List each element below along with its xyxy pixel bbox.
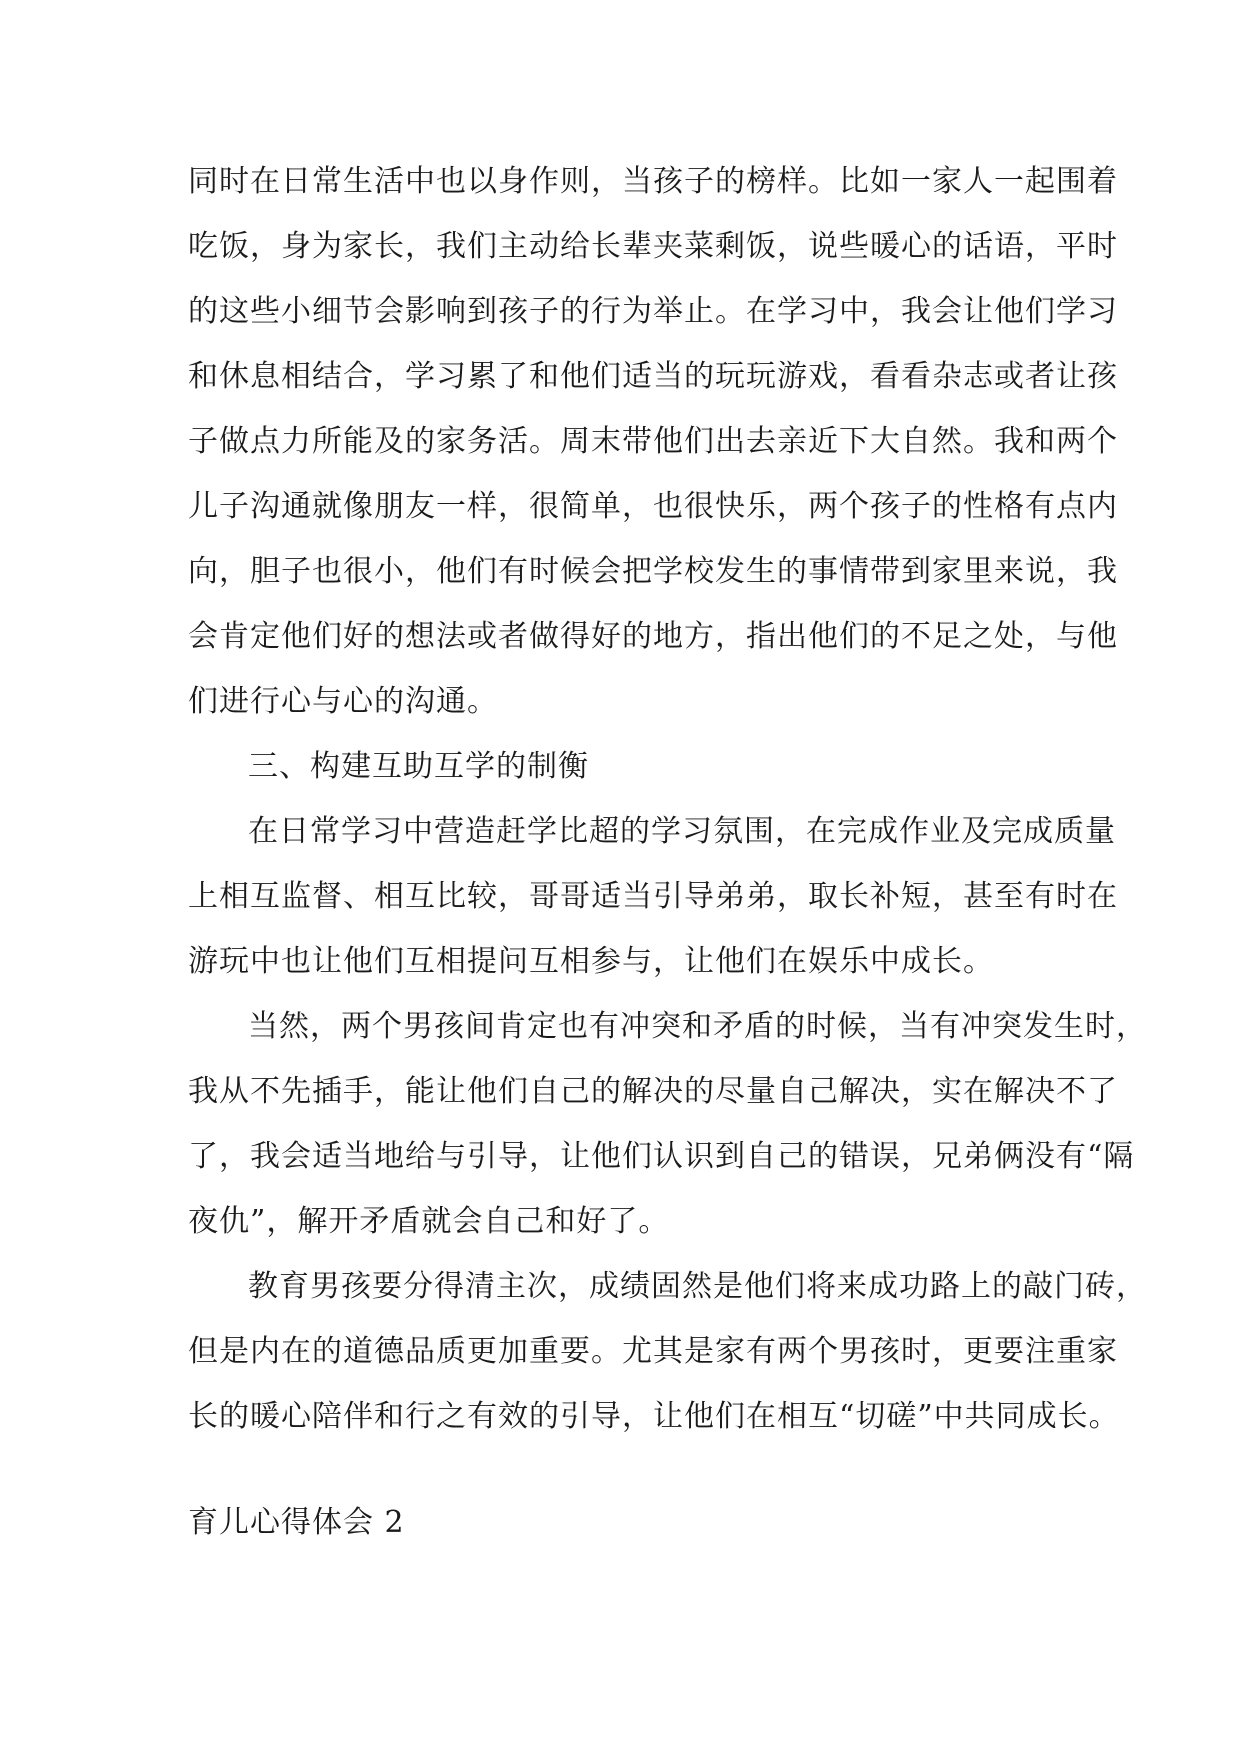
paragraph-line: 和休息相结合，学习累了和他们适当的玩玩游戏，看看杂志或者让孩 xyxy=(188,359,1118,394)
paragraph-line: 同时在日常生活中也以身作则，当孩子的榜样。比如一家人一起围着 xyxy=(188,164,1118,199)
paragraph-line: 了，我会适当地给与引导，让他们认识到自己的错误，兄弟俩没有“隔 xyxy=(188,1139,1135,1174)
section-title: 育儿心得体会 2 xyxy=(188,1505,405,1540)
paragraph-line: 的这些小细节会影响到孩子的行为举止。在学习中，我会让他们学习 xyxy=(188,294,1118,329)
subsection-heading: 三、构建互助互学的制衡 xyxy=(248,749,589,784)
paragraph-line: 吃饭，身为家长，我们主动给长辈夹菜剩饭，说些暖心的话语，平时 xyxy=(188,229,1118,264)
paragraph-line: 上相互监督、相互比较，哥哥适当引导弟弟，取长补短，甚至有时在 xyxy=(188,879,1118,914)
paragraph-line: 当然，两个男孩间肯定也有冲突和矛盾的时候，当有冲突发生时， xyxy=(248,1009,1147,1044)
paragraph-line: 游玩中也让他们互相提问互相参与，让他们在娱乐中成长。 xyxy=(188,944,994,979)
paragraph-line: 在日常学习中营造赶学比超的学习氛围，在完成作业及完成质量 xyxy=(248,814,1116,849)
paragraph-line: 们进行心与心的沟通。 xyxy=(188,684,498,719)
paragraph-line: 儿子沟通就像朋友一样，很简单，也很快乐，两个孩子的性格有点内 xyxy=(188,489,1118,524)
paragraph-line: 子做点力所能及的家务活。周末带他们出去亲近下大自然。我和两个 xyxy=(188,424,1118,459)
paragraph-line: 我从不先插手，能让他们自己的解决的尽量自己解决，实在解决不了 xyxy=(188,1074,1118,1109)
paragraph-line: 教育男孩要分得清主次，成绩固然是他们将来成功路上的敲门砖， xyxy=(248,1269,1147,1304)
paragraph-line: 向，胆子也很小，他们有时候会把学校发生的事情带到家里来说，我 xyxy=(188,554,1118,589)
paragraph-line: 夜仇”，解开矛盾就会自己和好了。 xyxy=(188,1204,670,1239)
paragraph-line: 但是内在的道德品质更加重要。尤其是家有两个男孩时，更要注重家 xyxy=(188,1334,1118,1369)
paragraph-line: 会肯定他们好的想法或者做得好的地方，指出他们的不足之处，与他 xyxy=(188,619,1118,654)
paragraph-line: 长的暖心陪伴和行之有效的引导，让他们在相互“切磋”中共同成长。 xyxy=(188,1399,1120,1434)
document-body xyxy=(188,152,1147,1452)
